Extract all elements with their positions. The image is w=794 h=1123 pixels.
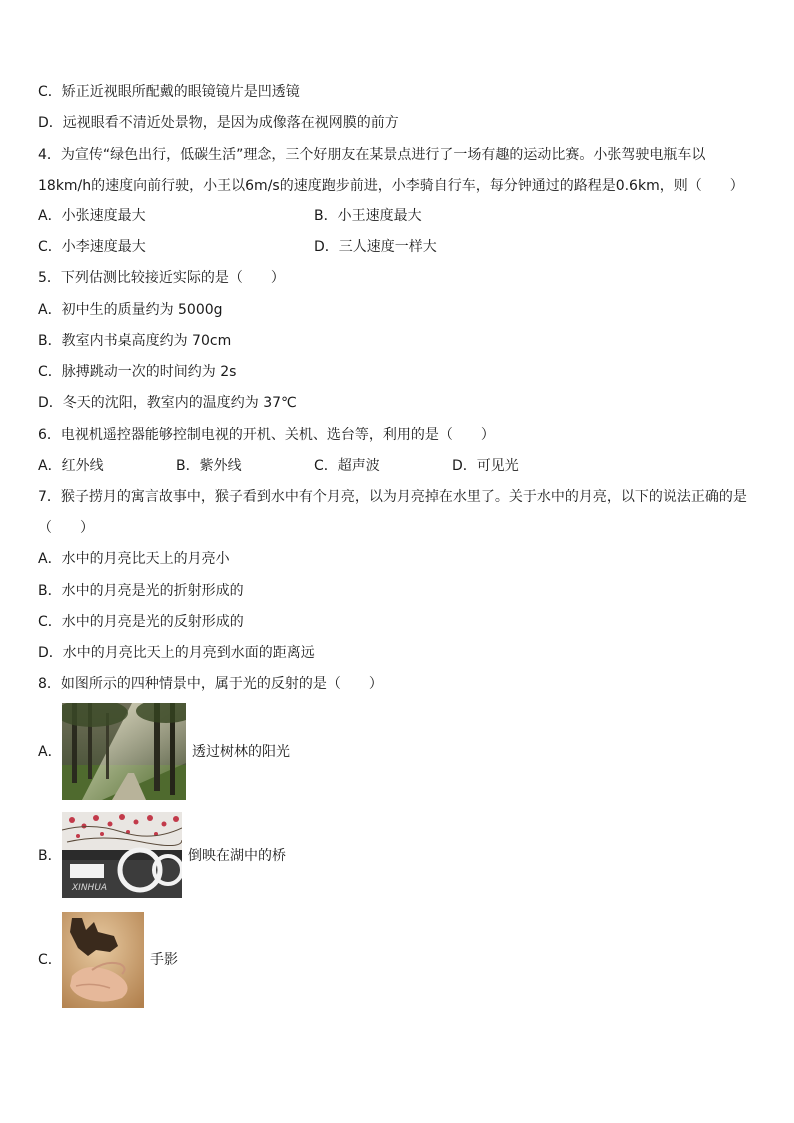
- question-7-option-d: D．水中的月亮比天上的月亮到水面的距离远: [38, 645, 315, 661]
- question-8-stem: 8．如图所示的四种情景中，属于光的反射的是（ ）: [38, 676, 383, 692]
- question-5-option-a: A．初中生的质量约为 5000g: [38, 302, 223, 318]
- question-7-option-b: B．水中的月亮是光的折射形成的: [38, 583, 244, 599]
- question-6-stem: 6．电视机遥控器能够控制电视的开机、关机、选台等，利用的是（ ）: [38, 427, 495, 443]
- question-4-option-a: A．小张速度最大: [38, 208, 146, 224]
- question-5-option-d: D．冬天的沈阳，教室内的温度约为 37℃: [38, 395, 297, 411]
- option-d-previous: D．远视眼看不清近处景物，是因为成像落在视网膜的前方: [38, 115, 399, 131]
- question-6-option-d: D．可见光: [452, 458, 519, 474]
- question-4-option-d: D．三人速度一样大: [314, 239, 437, 255]
- question-8-option-b-caption: 倒映在湖中的桥: [188, 848, 286, 864]
- question-6-option-c: C．超声波: [314, 458, 380, 474]
- question-6-option-a: A．红外线: [38, 458, 104, 474]
- question-7-option-a: A．水中的月亮比天上的月亮小: [38, 551, 230, 567]
- question-8-option-b-label: B．: [38, 848, 62, 864]
- bridge-reflection-photo: [62, 812, 182, 898]
- xinhua-watermark: XINHUA: [72, 883, 108, 893]
- question-5-option-b: B．教室内书桌高度约为 70cm: [38, 333, 232, 349]
- question-7-stem: 7．猴子捞月的寓言故事中，猴子看到水中有个月亮，以为月亮掉在水里了。关于水中的月亮，以下的说法正确的是（ ）: [38, 489, 747, 536]
- question-4-option-c: C．小李速度最大: [38, 239, 146, 255]
- question-8-option-c-label: C．: [38, 952, 62, 968]
- question-6-option-b: B．紫外线: [176, 458, 242, 474]
- option-c-previous: C．矫正近视眼所配戴的眼镜镜片是凹透镜: [38, 84, 300, 100]
- question-5-option-c: C．脉搏跳动一次的时间约为 2s: [38, 364, 237, 380]
- question-8-option-a-caption: 透过树林的阳光: [192, 744, 290, 760]
- question-8-option-a-label: A．: [38, 744, 62, 760]
- question-4-option-b: B．小王速度最大: [314, 208, 422, 224]
- hand-shadow-photo: [62, 912, 144, 1008]
- forest-sunlight-photo: [62, 703, 186, 800]
- question-5-stem: 5．下列估测比较接近实际的是（ ）: [38, 270, 285, 286]
- question-7-option-c: C．水中的月亮是光的反射形成的: [38, 614, 244, 630]
- question-4-stem: 4．为宣传“绿色出行，低碳生活”理念，三个好朋友在某景点进行了一场有趣的运动比赛。小张驾驶电瓶车以18km/h的速度向前行驶，小王以6m/s的速度跑步前进，小李骑自行车，每分钟通过的路程是0.6km，则（ ）: [38, 147, 744, 194]
- question-8-option-c-caption: 手影: [150, 952, 178, 968]
